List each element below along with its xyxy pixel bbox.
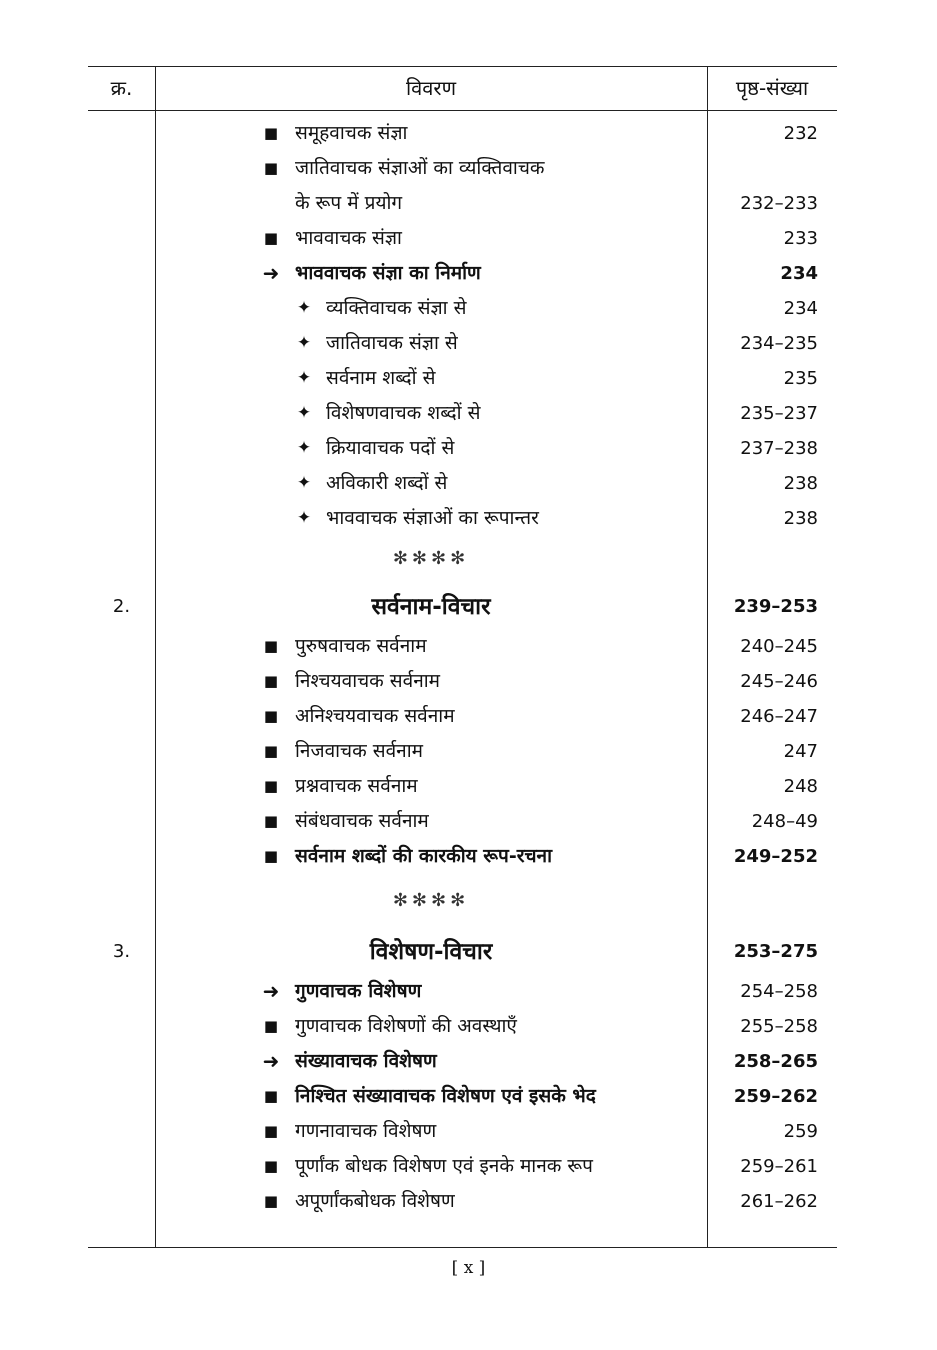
toc-row bbox=[88, 466, 837, 501]
table-bottom-border bbox=[88, 1247, 837, 1248]
entry-title: क्रियावाचक पदों से bbox=[326, 437, 455, 459]
toc-row bbox=[88, 291, 837, 326]
entry-page: 234–235 bbox=[740, 333, 818, 354]
entry-title: भाववाचक संज्ञाओं का रूपान्तर bbox=[326, 507, 539, 529]
toc-row bbox=[88, 1009, 837, 1044]
entry-page: 247 bbox=[783, 741, 818, 762]
four-point-star-icon: ✦ bbox=[296, 368, 312, 388]
entry-page: 245–246 bbox=[740, 671, 818, 692]
entry-page: 235 bbox=[783, 368, 818, 389]
entry-title: अविकारी शब्दों से bbox=[326, 472, 448, 494]
entry-page: 255–258 bbox=[740, 1016, 818, 1037]
header-description: विवरण bbox=[405, 76, 457, 100]
entry-title: प्रश्नवाचक सर्वनाम bbox=[295, 775, 418, 797]
entry-title: संबंधवाचक सर्वनाम bbox=[295, 810, 429, 832]
square-bullet-icon: ■ bbox=[263, 1017, 279, 1035]
toc-row bbox=[88, 1044, 837, 1079]
toc-row bbox=[88, 1079, 837, 1114]
four-point-star-icon: ✦ bbox=[296, 403, 312, 423]
four-point-star-icon: ✦ bbox=[296, 473, 312, 493]
square-bullet-icon: ■ bbox=[263, 847, 279, 865]
entry-title: विशेषणवाचक शब्दों से bbox=[326, 402, 481, 424]
chapter-heading-row bbox=[88, 585, 837, 629]
entry-title: गुणवाचक विशेषण bbox=[295, 980, 422, 1002]
square-bullet-icon: ■ bbox=[263, 742, 279, 760]
entry-page: 233 bbox=[783, 228, 818, 249]
four-point-star-icon: ✦ bbox=[296, 508, 312, 528]
entry-title: भाववाचक संज्ञा का निर्माण bbox=[295, 262, 481, 284]
square-bullet-icon: ■ bbox=[263, 672, 279, 690]
entry-page: 237–238 bbox=[740, 438, 818, 459]
square-bullet-icon: ■ bbox=[263, 159, 279, 177]
entry-title: समूहवाचक संज्ञा bbox=[295, 122, 408, 144]
header-serial: क्र. bbox=[110, 76, 133, 100]
entry-page: 234 bbox=[783, 298, 818, 319]
chapter-page-range: 253–275 bbox=[733, 941, 818, 962]
chapter-page-range: 239–253 bbox=[733, 596, 818, 617]
toc-row bbox=[88, 151, 837, 186]
entry-page: 259 bbox=[783, 1121, 818, 1142]
toc-row bbox=[88, 1149, 837, 1184]
toc-row bbox=[88, 256, 837, 291]
entry-page: 249–252 bbox=[733, 846, 818, 867]
square-bullet-icon: ■ bbox=[263, 637, 279, 655]
entry-title: निजवाचक सर्वनाम bbox=[295, 740, 423, 762]
entry-title: निश्चयवाचक सर्वनाम bbox=[295, 670, 441, 692]
entry-page: 232 bbox=[783, 123, 818, 144]
square-bullet-icon: ■ bbox=[263, 1122, 279, 1140]
arrow-right-icon: ➜ bbox=[262, 979, 280, 1003]
header-page-number: पृष्ठ-संख्या bbox=[735, 76, 809, 100]
entry-page: 235–237 bbox=[740, 403, 818, 424]
square-bullet-icon: ■ bbox=[263, 1157, 279, 1175]
toc-row bbox=[88, 361, 837, 396]
toc-row bbox=[88, 431, 837, 466]
entry-page: 248–49 bbox=[751, 811, 818, 832]
square-bullet-icon: ■ bbox=[263, 812, 279, 830]
table-header-border bbox=[88, 110, 837, 111]
toc-row bbox=[88, 396, 837, 431]
toc-row bbox=[88, 769, 837, 804]
square-bullet-icon: ■ bbox=[263, 229, 279, 247]
entry-page: 259–261 bbox=[740, 1156, 818, 1177]
entry-title-continued: के रूप में प्रयोग bbox=[295, 192, 403, 214]
entry-page: 258–265 bbox=[733, 1051, 818, 1072]
entry-title: पुरुषवाचक सर्वनाम bbox=[295, 635, 427, 657]
entry-title: भाववाचक संज्ञा bbox=[295, 227, 402, 249]
entry-title: अपूर्णांकबोधक विशेषण bbox=[295, 1190, 455, 1212]
toc-row bbox=[88, 734, 837, 769]
toc-row bbox=[88, 501, 837, 536]
entry-page: 261–262 bbox=[740, 1191, 818, 1212]
four-point-star-icon: ✦ bbox=[296, 438, 312, 458]
page-number-footer: [ x ] bbox=[451, 1258, 486, 1278]
entry-page: 238 bbox=[783, 473, 818, 494]
toc-row bbox=[88, 629, 837, 664]
entry-page: 259–262 bbox=[733, 1086, 818, 1107]
toc-row bbox=[88, 186, 837, 221]
chapter-title: विशेषण-विचार bbox=[369, 939, 493, 965]
arrow-right-icon: ➜ bbox=[262, 1049, 280, 1073]
entry-title: निश्चित संख्यावाचक विशेषण एवं इसके भेद bbox=[295, 1085, 596, 1107]
toc-row bbox=[88, 839, 837, 874]
entry-page: 240–245 bbox=[740, 636, 818, 657]
toc-row bbox=[88, 116, 837, 151]
toc-row bbox=[88, 326, 837, 361]
section-separator: ✻✻✻✻ bbox=[392, 890, 470, 911]
toc-row bbox=[88, 804, 837, 839]
entry-title: सर्वनाम शब्दों की कारकीय रूप-रचना bbox=[295, 845, 553, 867]
entry-page: 232–233 bbox=[740, 193, 818, 214]
entry-title: जातिवाचक संज्ञाओं का व्यक्तिवाचक bbox=[295, 157, 545, 179]
four-point-star-icon: ✦ bbox=[296, 333, 312, 353]
entry-title: गुणवाचक विशेषणों की अवस्थाएँ bbox=[295, 1015, 517, 1037]
entry-title: पूर्णांक बोधक विशेषण एवं इनके मानक रूप bbox=[295, 1155, 593, 1177]
toc-row bbox=[88, 1114, 837, 1149]
chapter-heading-row bbox=[88, 930, 837, 974]
entry-title: संख्यावाचक विशेषण bbox=[295, 1050, 437, 1072]
entry-title: सर्वनाम शब्दों से bbox=[326, 367, 436, 389]
toc-row bbox=[88, 664, 837, 699]
entry-title: व्यक्तिवाचक संज्ञा से bbox=[326, 297, 467, 319]
toc-row bbox=[88, 1184, 837, 1219]
square-bullet-icon: ■ bbox=[263, 707, 279, 725]
four-point-star-icon: ✦ bbox=[296, 298, 312, 318]
entry-page: 234 bbox=[780, 263, 818, 284]
toc-row bbox=[88, 974, 837, 1009]
toc-row bbox=[88, 699, 837, 734]
entry-page: 248 bbox=[783, 776, 818, 797]
chapter-number: 2. bbox=[112, 596, 131, 617]
entry-title: गणनावाचक विशेषण bbox=[295, 1120, 437, 1142]
square-bullet-icon: ■ bbox=[263, 124, 279, 142]
entry-page: 238 bbox=[783, 508, 818, 529]
toc-row bbox=[88, 221, 837, 256]
chapter-number: 3. bbox=[112, 941, 131, 962]
square-bullet-icon: ■ bbox=[263, 1192, 279, 1210]
section-separator: ✻✻✻✻ bbox=[392, 548, 470, 569]
square-bullet-icon: ■ bbox=[263, 1087, 279, 1105]
square-bullet-icon: ■ bbox=[263, 777, 279, 795]
arrow-right-icon: ➜ bbox=[262, 261, 280, 285]
entry-title: जातिवाचक संज्ञा से bbox=[326, 332, 458, 354]
entry-page: 246–247 bbox=[740, 706, 818, 727]
entry-title: अनिश्चयवाचक सर्वनाम bbox=[295, 705, 455, 727]
entry-page: 254–258 bbox=[740, 981, 818, 1002]
chapter-title: सर्वनाम-विचार bbox=[371, 594, 491, 620]
